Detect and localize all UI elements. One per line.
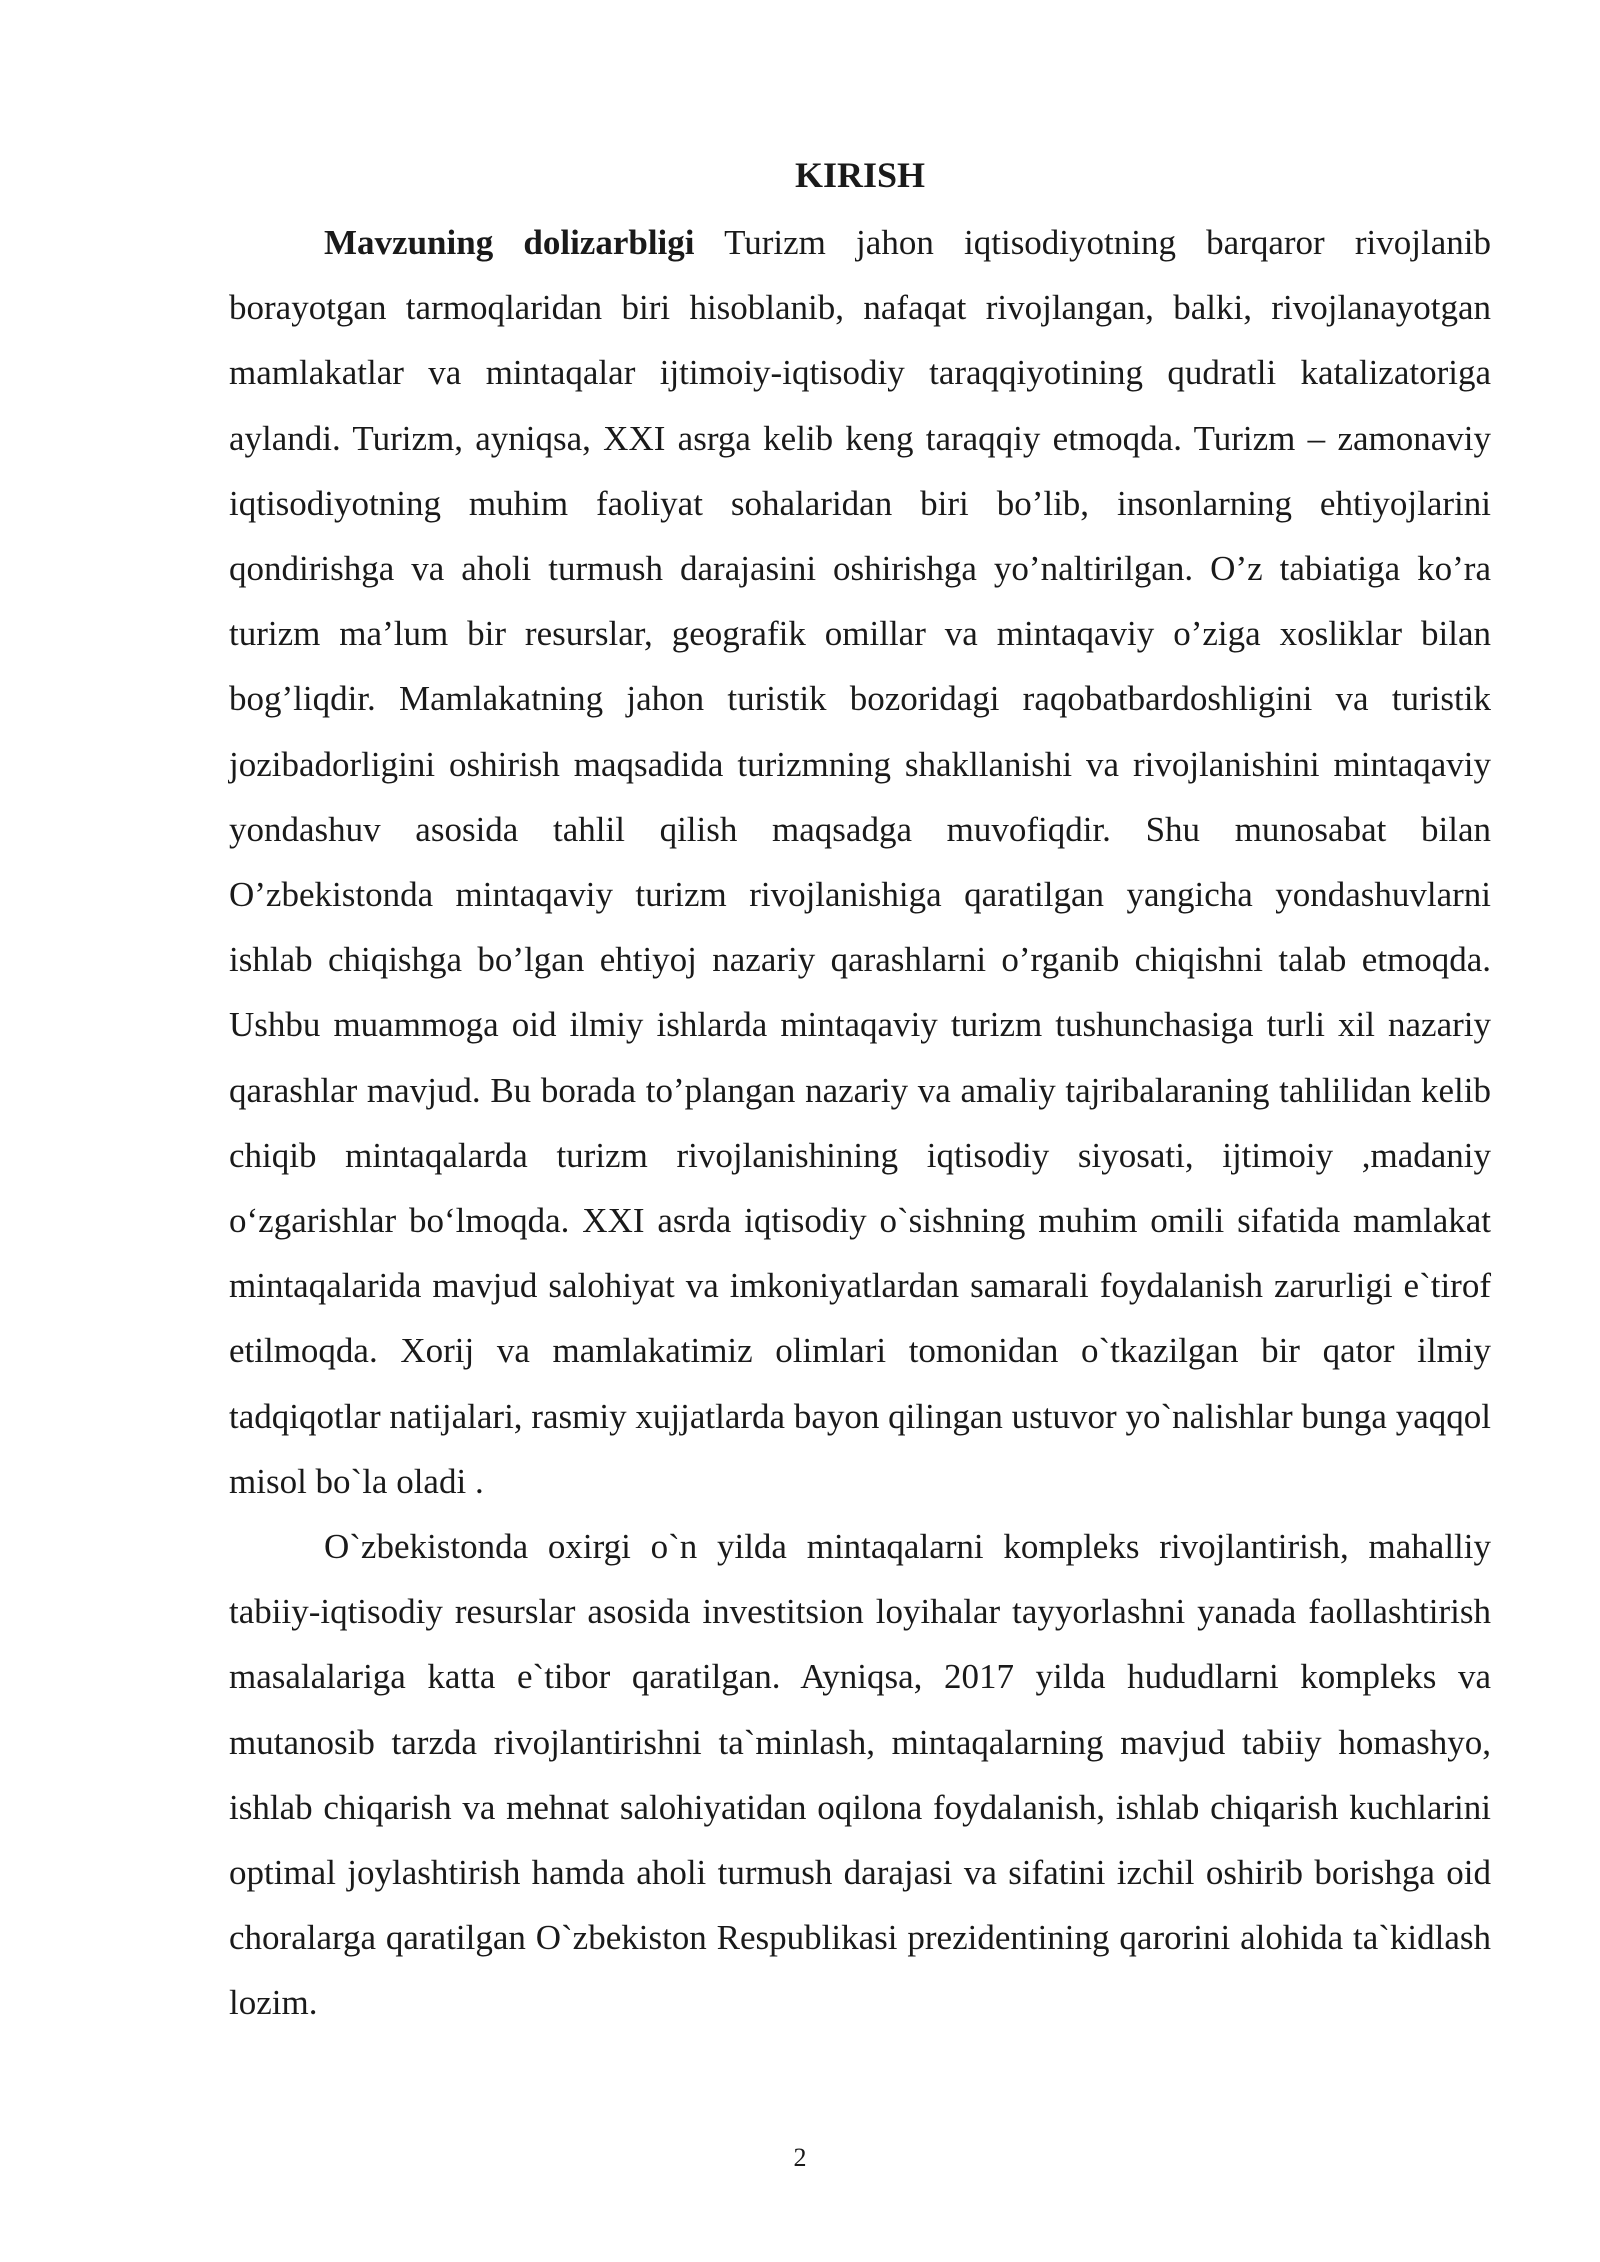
page-heading: KIRISH: [794, 155, 926, 195]
paragraph-relevance: [229, 210, 1491, 1514]
paragraph-text: O`zbekistonda oxirgi o`n yilda mintaqalarni kompleks rivojlantirish, mahalliy tabiiy-iqtisodiy resurslar asosida investitsion loyihalar tayyorlashni yanada faollashtirish masalalariga katta e`tibor qaratilgan. Ayniqsa, 2017 yilda hududlarni kompleks va mutanosib tarzda rivojlantirishni ta`minlash, mintaqalarning mavjud tabiiy homashyo, ishlab chiqarish va mehnat salohiyatidan oqilona foydalanish, ishlab chiqarish kuchlarini optimal joylashtirish hamda aholi turmush darajasi va sifatini izchil oshirib borishga oid choralarga qaratilgan O`zbekiston Respublikasi prezidentining qarorini alohida ta`kidlash lozim.: [229, 1527, 1491, 2023]
paragraph-regional-development: [229, 1514, 1491, 2036]
page-number: 2: [793, 2143, 807, 2172]
paragraph-text: Turizm jahon iqtisodiyotning barqaror rivojlanib borayotgan tarmoqlaridan biri hisoblanib, nafaqat rivojlangan, balki, rivojlanayotgan mamlakatlar va mintaqalar ijtimoiy-iqtisodiy taraqqiyotining qudratli katalizatoriga aylandi. Turizm, ayniqsa, XXI asrga kelib keng taraqqiy etmoqda. Turizm – zamonaviy iqtisodiyotning muhim faoliyat sohalaridan biri bo’lib, insonlarning ehtiyojlarini qondirishga va aholi turmush darajasini oshirishga yo’naltirilgan. O’z tabiatiga ko’ra turizm ma’lum bir resurslar, geografik omillar va mintaqaviy o’ziga xosliklar bilan bog’liqdir. Mamlakatning jahon turistik bozoridagi raqobatbardoshligini va turistik jozibadorligini oshirish maqsadida turizmning shakllanishi va rivojlanishini mintaqaviy yondashuv asosida tahlil qilish maqsadga muvofiqdir. Shu munosabat bilan O’zbekistonda mintaqaviy turizm rivojlanishiga qaratilgan yangicha yondashuvlarni ishlab chiqishga bo’lgan ehtiyoj nazariy qarashlarni o’rganib chiqishni talab etmoqda. Ushbu muammoga oid ilmiy ishlarda mintaqaviy turizm tushunchasiga turli xil nazariy qarashlar mavjud. Bu borada to’plangan nazariy va amaliy tajribalaraning tahlilidan kelib chiqib mintaqalarda turizm rivojlanishining iqtisodiy siyosati, ijtimoiy ,madaniy o‘zgarishlar bo‘lmoqda. XXI asrda iqtisodiy o`sishning muhim omili sifatida mamlakat mintaqalarida mavjud salohiyat va imkoniyatlardan samarali foydalanish zarurligi e`tirof etilmoqda. Xorij va mamlakatimiz olimlari tomonidan o`tkazilgan bir qator ilmiy tadqiqotlar natijalari, rasmiy xujjatlarda bayon qilingan ustuvor yo`nalishlar bunga yaqqol misol bo`la oladi .: [229, 223, 1491, 1501]
document-body: [229, 210, 1491, 2036]
paragraph-lead-in: Mavzuning dolizarbligi: [324, 223, 695, 262]
